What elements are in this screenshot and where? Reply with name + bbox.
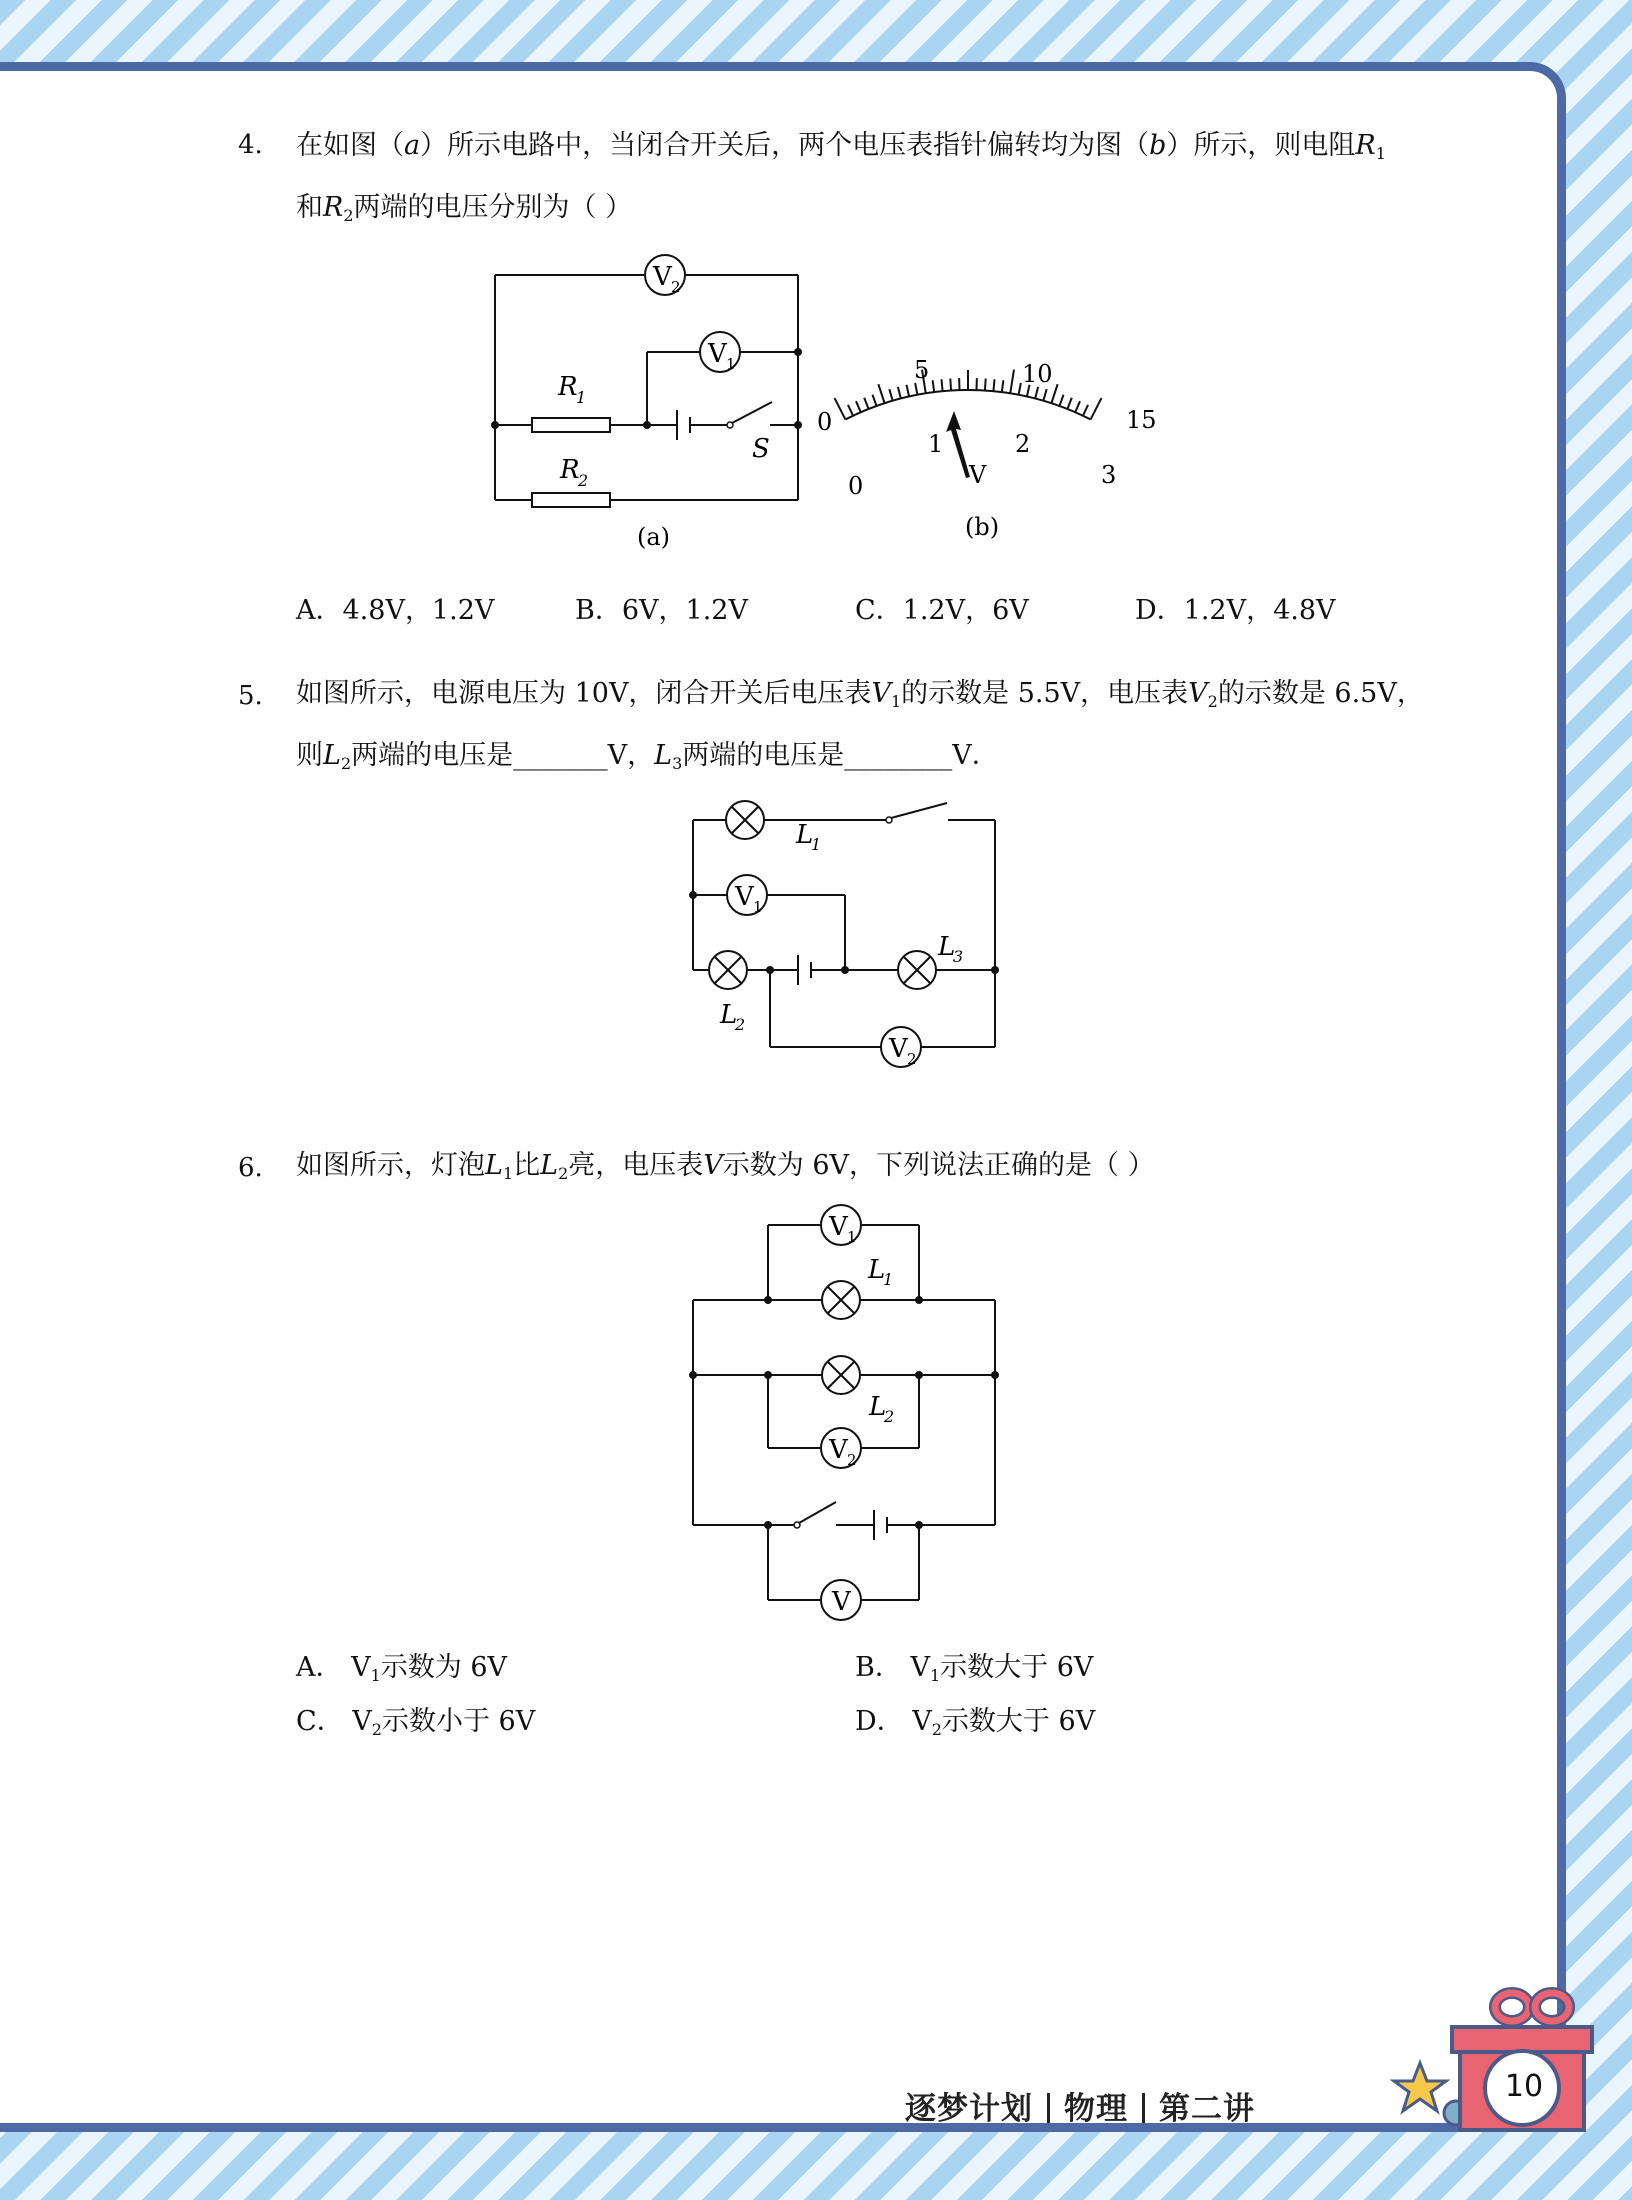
svg-text:1: 1: [811, 835, 822, 854]
svg-text:L: L: [938, 932, 956, 962]
dial-tick: [1019, 383, 1021, 395]
lamp-l3: [898, 951, 936, 989]
q6-option-c[interactable]: C． $V_2$示数小于 6V: [296, 1706, 536, 1739]
q6-option-d[interactable]: D． $V_2$示数大于 6V: [855, 1706, 1096, 1739]
q5-circuit: [680, 795, 1020, 1085]
svg-text:L: L: [869, 1392, 887, 1422]
svg-text:3: 3: [953, 947, 964, 966]
dial-tick: [1043, 389, 1046, 401]
svg-text:V: V: [832, 1587, 851, 1617]
q6-number: 6.: [238, 1153, 263, 1183]
q5-stem-line2: 则$L_2$两端的电压是_______V，$L_3$两端的电压是________V．: [296, 740, 999, 773]
dial-small-2: 2: [1015, 430, 1031, 458]
dial-tick: [1091, 398, 1102, 419]
q6-switch: [799, 1502, 836, 1523]
dial-tick: [878, 384, 884, 403]
dial-unit: V: [969, 461, 987, 489]
svg-text:L: L: [720, 1000, 738, 1030]
svg-text:2: 2: [847, 1451, 857, 1469]
dial-tick: [872, 395, 876, 406]
dial-tick: [1075, 401, 1080, 412]
q6-lamp-l1: [822, 1281, 860, 1319]
lamp-l1: [726, 801, 764, 839]
q4-stem-line2: 和$R_2$两端的电压分别为（ ）: [296, 192, 633, 225]
dial-tick: [835, 398, 846, 419]
dial-tick-marks: [835, 370, 1102, 420]
svg-text:V: V: [708, 339, 727, 369]
q6-lamp-l2: [822, 1356, 860, 1394]
r1-resistor: [532, 418, 610, 432]
dial-tick: [889, 389, 892, 401]
svg-text:1: 1: [726, 355, 736, 373]
lamp-l2: [709, 951, 747, 989]
dial-small-1: 1: [928, 430, 944, 458]
dial-tick: [915, 383, 917, 395]
q5-stem-line1: 如图所示，电源电压为 10V，闭合开关后电压表$V_1$的示数是 5.5V，电压表$V_2$的示数是 6.5V，: [296, 678, 1424, 711]
page-number: 10: [1504, 2069, 1544, 2104]
dial-big-10: 10: [1022, 360, 1053, 388]
q5-number: 5.: [238, 681, 263, 711]
dial-small-3: 3: [1101, 461, 1117, 489]
svg-text:V: V: [829, 1435, 848, 1465]
r2-resistor: [532, 493, 610, 507]
dial-tick: [933, 380, 935, 392]
svg-text:2: 2: [907, 1050, 917, 1068]
svg-text:V: V: [889, 1034, 908, 1064]
svg-text:2: 2: [671, 278, 681, 296]
dial-big-15: 15: [1126, 406, 1157, 434]
svg-text:1: 1: [883, 1270, 894, 1289]
dial-big-5: 5: [914, 356, 930, 384]
q4-option-c[interactable]: C．1.2V，6V: [855, 595, 1029, 626]
svg-text:1: 1: [847, 1228, 857, 1246]
q5-switch: [891, 803, 947, 818]
q6-option-b[interactable]: B． $V_1$示数大于 6V: [855, 1652, 1094, 1685]
q6-stem: [296, 1139, 1446, 1201]
dial-tick: [1002, 380, 1004, 392]
dial-tick: [906, 385, 909, 397]
svg-text:2: 2: [735, 1015, 746, 1034]
q4-number: 4.: [238, 130, 263, 160]
dial-tick: [1035, 387, 1038, 399]
dial-tick: [864, 398, 868, 409]
q6-stem-line1: 如图所示，灯泡$L_1$比$L_2$亮，电压表V示数为 6V，下列说法正确的是（ ）: [296, 1150, 1155, 1183]
dial-tick: [941, 379, 942, 391]
svg-text:1: 1: [576, 388, 587, 407]
svg-text:L: L: [868, 1255, 886, 1285]
dial-small-0: 0: [848, 472, 864, 500]
fig-b-caption: (b): [965, 513, 1000, 541]
svg-text:2: 2: [578, 471, 589, 490]
dial-big-0: 0: [817, 408, 833, 436]
svg-text:V: V: [653, 262, 672, 292]
dial-tick: [1083, 405, 1088, 416]
dial-tick: [985, 379, 986, 391]
q5-stem: [296, 667, 1446, 791]
q6-circuit: [680, 1200, 1020, 1620]
svg-text:R: R: [560, 455, 580, 485]
dial-tick: [1059, 395, 1063, 406]
q4-option-a[interactable]: A．4.8V，1.2V: [296, 595, 495, 626]
q4-option-d[interactable]: D．1.2V，4.8V: [1135, 595, 1336, 626]
svg-text:L: L: [796, 820, 814, 850]
dial-tick: [950, 379, 951, 391]
svg-text:(a): (a): [637, 523, 671, 551]
dial-tick: [898, 387, 901, 399]
q4-stem-line1: 在如图（a）所示电路中，当闭合开关后，两个电压表指针偏转均为图（b）所示，则电阻$R_1$: [296, 130, 1386, 163]
switch-s: [732, 402, 772, 423]
dial-tick: [1067, 398, 1071, 409]
dial-tick: [1010, 370, 1014, 394]
dial-tick: [993, 379, 994, 391]
q4-stem: [296, 119, 1446, 243]
dial-tick: [856, 401, 861, 412]
q6-option-a[interactable]: A． $V_1$示数为 6V: [296, 1652, 508, 1685]
svg-text:V: V: [735, 882, 754, 912]
svg-text:2: 2: [884, 1407, 895, 1426]
dial-pointer: [946, 411, 970, 478]
svg-text:V: V: [829, 1212, 848, 1242]
footer-series-title: 逐梦计划 物理 第二讲: [905, 2091, 1255, 2127]
q4-voltmeter-dial: [800, 350, 1180, 550]
q4-circuit-a: [480, 250, 810, 550]
q4-option-b[interactable]: B．6V，1.2V: [575, 595, 748, 626]
svg-text:S: S: [752, 434, 770, 464]
svg-text:1: 1: [753, 898, 763, 916]
dial-tick: [848, 405, 853, 416]
svg-text:R: R: [558, 372, 578, 402]
